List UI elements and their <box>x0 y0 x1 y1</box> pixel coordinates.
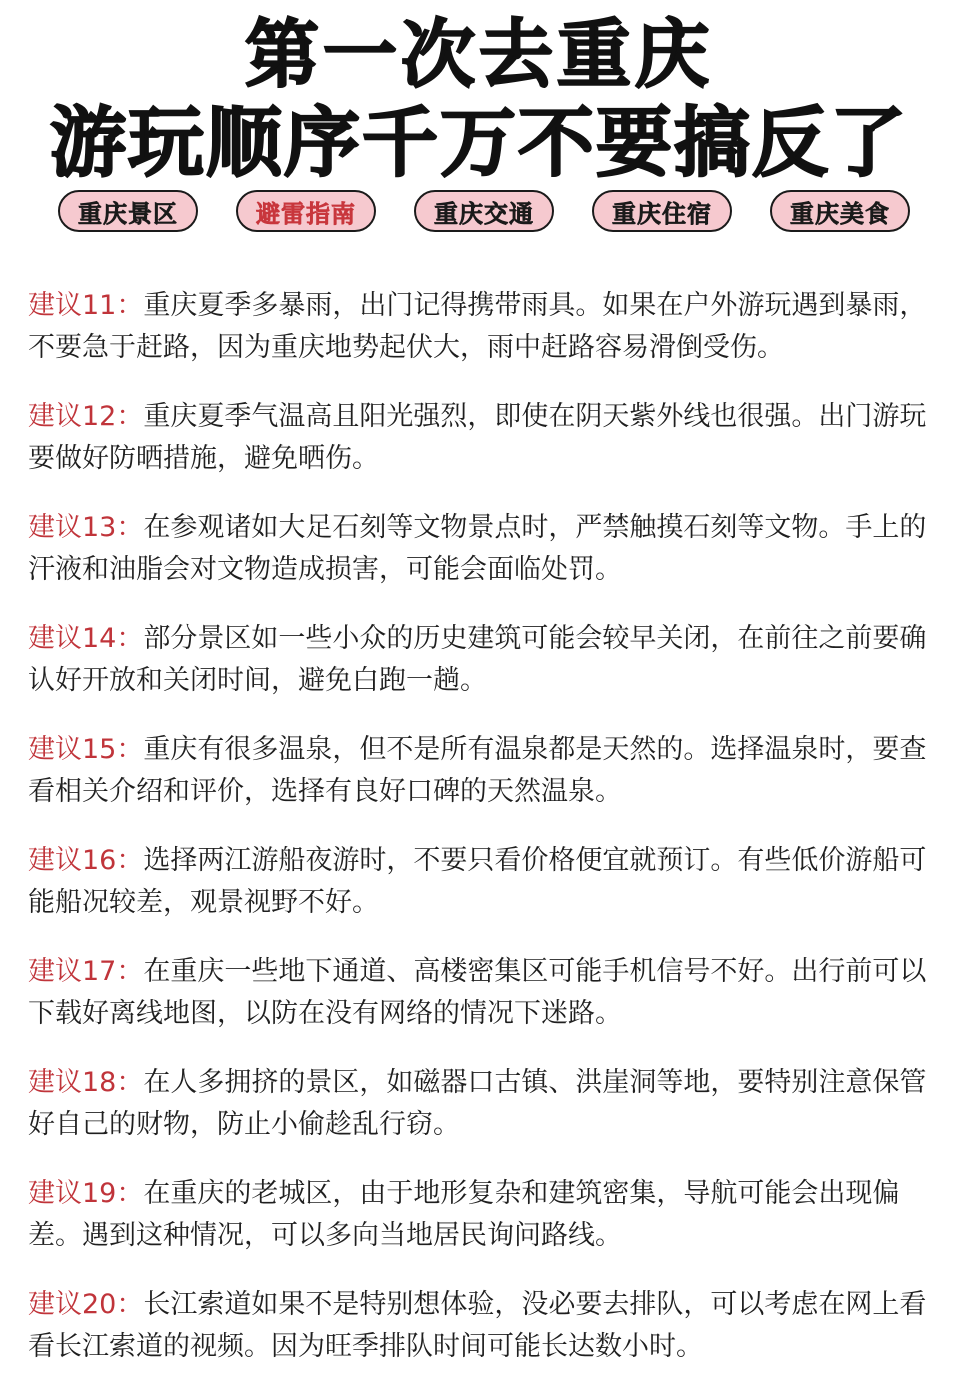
tip-15 <box>28 729 946 813</box>
tip-text: 重庆夏季多暴雨，出门记得携带雨具。如果在户外游玩遇到暴雨，不要急于赶路，因为重庆地势起伏大，雨中赶路容易滑倒受伤。 <box>28 290 927 363</box>
tag-scenic: 重庆景区 <box>58 190 198 232</box>
tip-text: 长江索道如果不是特别想体验，没必要去排队，可以考虑在网上看看长江索道的视频。因为旺季排队时间可能长达数小时。 <box>28 1289 927 1362</box>
tip-text: 部分景区如一些小众的历史建筑可能会较早关闭，在前往之前要确认好开放和关闭时间，避免白跑一趟。 <box>28 623 927 696</box>
tip-text: 重庆夏季气温高且阳光强烈，即使在阴天紫外线也很强。出门游玩要做好防晒措施，避免晒伤。 <box>28 401 927 474</box>
tip-label: 建议13： <box>28 512 144 543</box>
category-tags <box>58 190 910 236</box>
tip-label: 建议15： <box>28 734 144 765</box>
tip-20 <box>28 1284 946 1368</box>
tip-13 <box>28 507 946 591</box>
tip-label: 建议17： <box>28 956 144 987</box>
tip-18 <box>28 1062 946 1146</box>
tip-11 <box>28 285 946 369</box>
tip-text: 重庆有很多温泉，但不是所有温泉都是天然的。选择温泉时，要查看相关介绍和评价，选择有良好口碑的天然温泉。 <box>28 734 927 807</box>
tag-food: 重庆美食 <box>770 190 910 232</box>
tip-label: 建议16： <box>28 845 144 876</box>
tip-14 <box>28 618 946 702</box>
page-title-line2: 游玩顺序千万不要搞反了 <box>50 98 908 187</box>
tip-text: 在重庆的老城区，由于地形复杂和建筑密集，导航可能会出现偏差。遇到这种情况，可以多向当地居民询问路线。 <box>28 1178 900 1251</box>
tag-pitfall-guide: 避雷指南 <box>236 190 376 232</box>
tips-list <box>28 258 946 1384</box>
tip-text: 在参观诸如大足石刻等文物景点时，严禁触摸石刻等文物。手上的汗液和油脂会对文物造成损害，可能会面临处罚。 <box>28 512 927 585</box>
tip-text: 在重庆一些地下通道、高楼密集区可能手机信号不好。出行前可以下载好离线地图，以防在没有网络的情况下迷路。 <box>28 956 927 1029</box>
tip-label: 建议11： <box>28 290 144 321</box>
tip-17 <box>28 951 946 1035</box>
tip-label: 建议18： <box>28 1067 144 1098</box>
tip-label: 建议20： <box>28 1289 144 1320</box>
page-title-line1: 第一次去重庆 <box>245 12 713 98</box>
tag-transport: 重庆交通 <box>414 190 554 232</box>
tip-label: 建议12： <box>28 401 144 432</box>
tip-label: 建议19： <box>28 1178 144 1209</box>
tip-text: 选择两江游船夜游时，不要只看价格便宜就预订。有些低价游船可能船况较差，观景视野不好。 <box>28 845 927 918</box>
tip-12 <box>28 396 946 480</box>
tip-label: 建议14： <box>28 623 144 654</box>
tip-19 <box>28 1173 946 1257</box>
tip-16 <box>28 840 946 924</box>
tag-lodging: 重庆住宿 <box>592 190 732 232</box>
tip-text: 在人多拥挤的景区，如磁器口古镇、洪崖洞等地，要特别注意保管好自己的财物，防止小偷趁乱行窃。 <box>28 1067 927 1140</box>
